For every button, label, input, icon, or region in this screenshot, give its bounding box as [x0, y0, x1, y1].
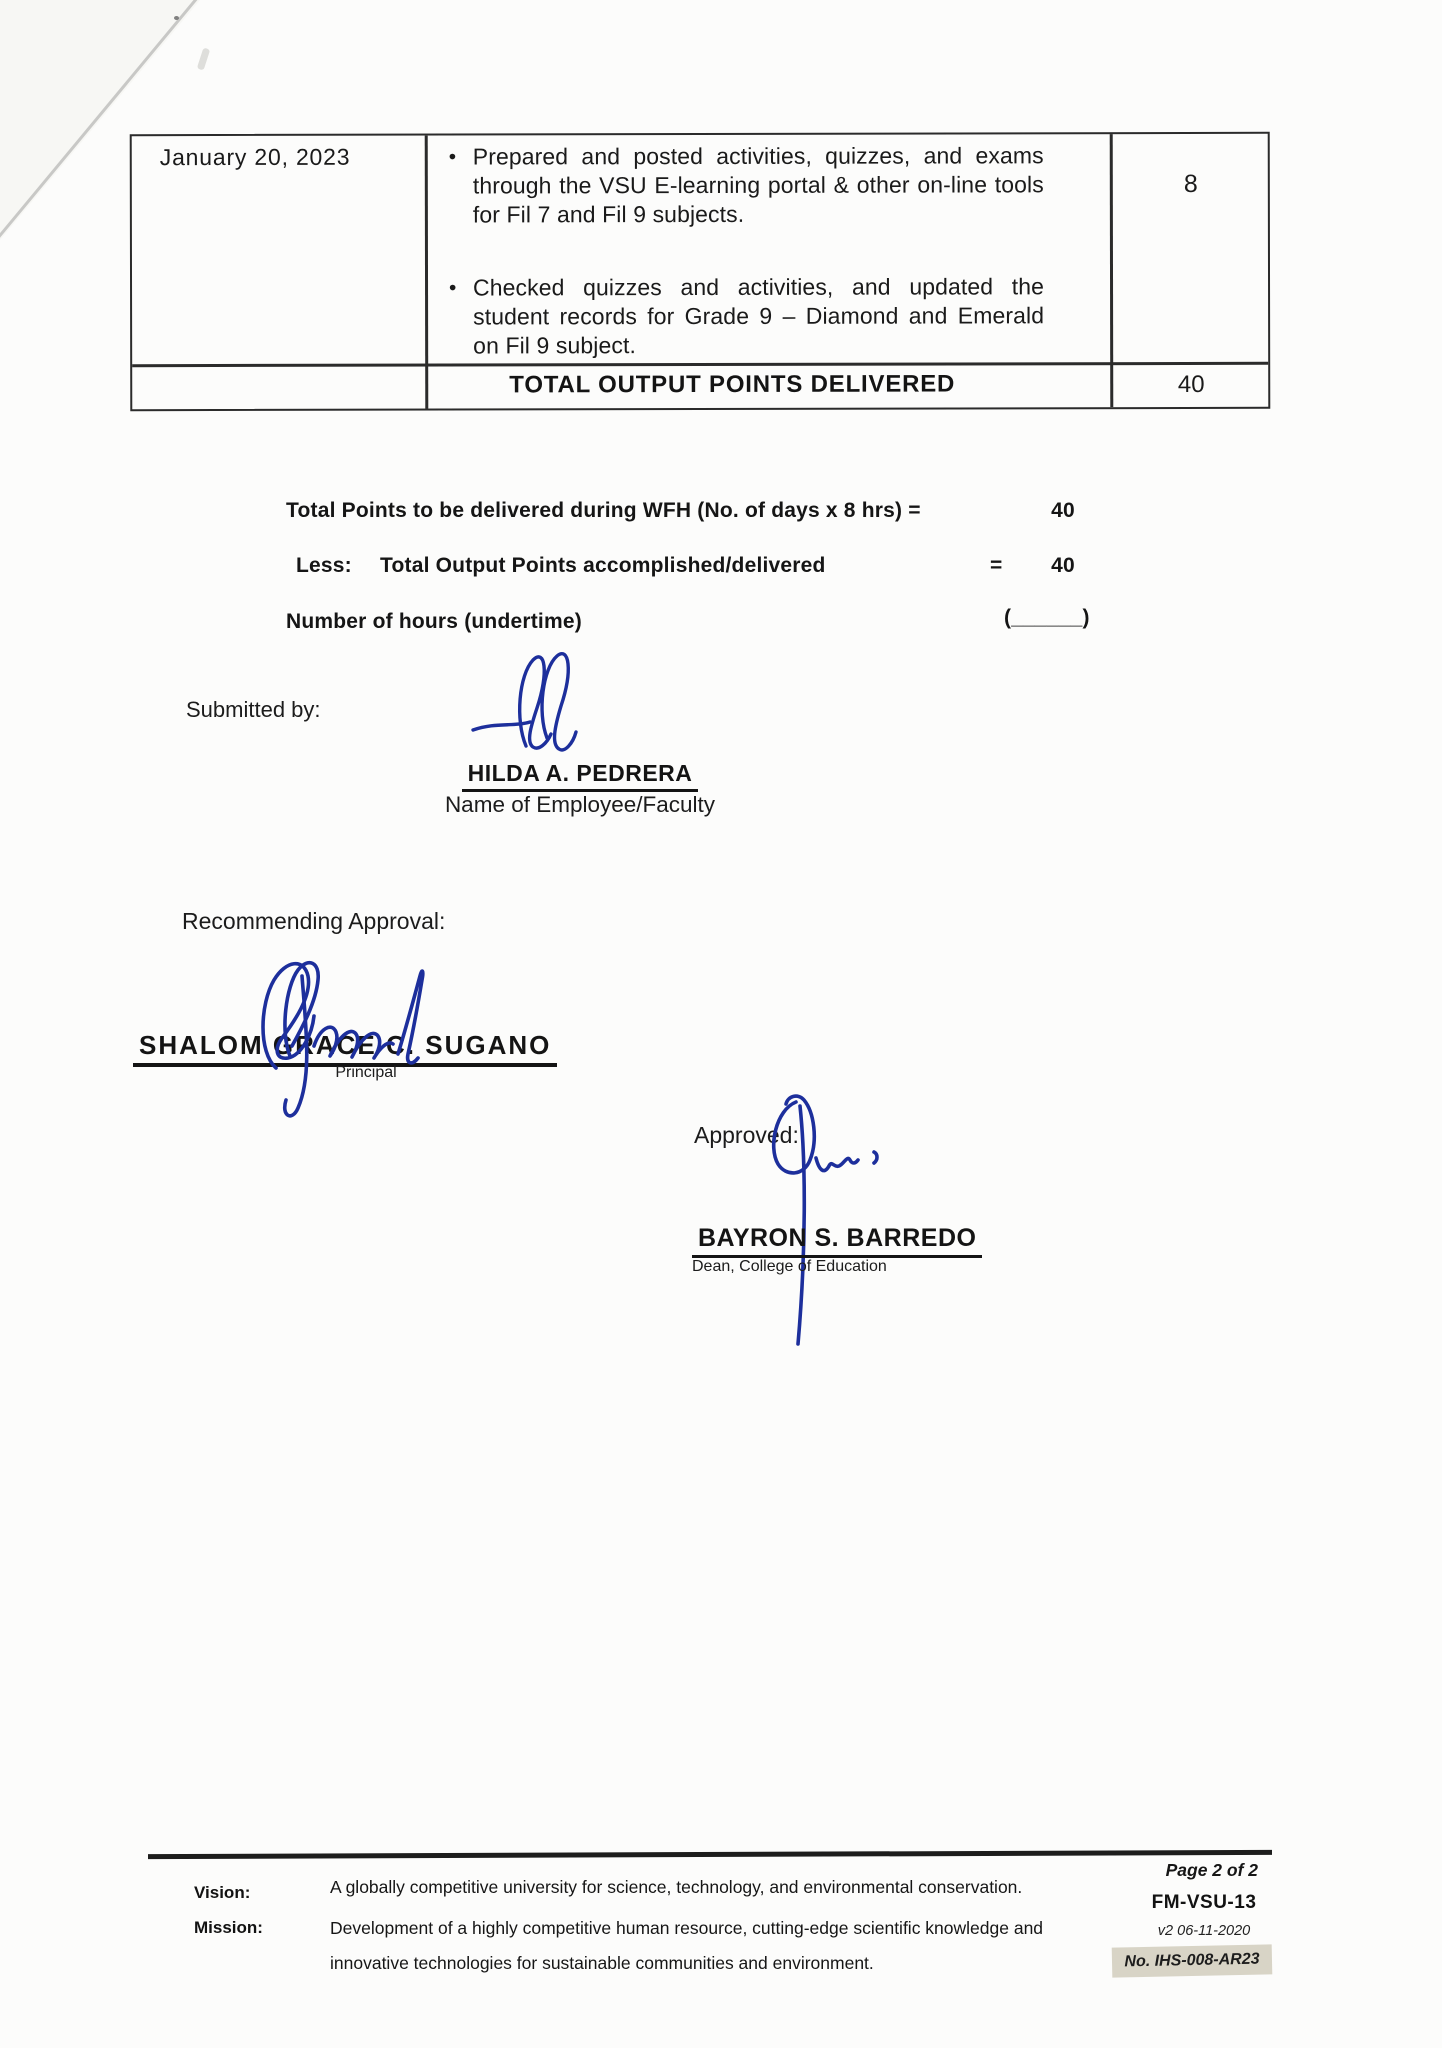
- employee-name: [445, 760, 715, 792]
- submitted-by-heading: Submitted by:: [186, 697, 321, 722]
- table-cell-activities: [447, 141, 1044, 360]
- employee-name-text: HILDA A. PEDRERA: [462, 760, 699, 792]
- table-cell-points: 8: [1183, 169, 1198, 198]
- summary-total-points-label: Total Points to be delivered during WFH (No. of days x 8 hrs) =: [286, 499, 921, 522]
- scan-speck: [174, 16, 179, 20]
- summary-less-equals: =: [990, 554, 1003, 577]
- summary-less-text: Total Output Points accomplished/delivered: [380, 554, 826, 577]
- dean-name: [692, 1224, 982, 1258]
- principal-signature-ink: [228, 938, 448, 1120]
- summary-undertime-blank: (______): [1004, 606, 1090, 629]
- employee-title: Name of Employee/Faculty: [444, 792, 716, 817]
- form-code: FM-VSU-13: [1151, 1892, 1257, 1913]
- summary-less-label: Less:: [296, 554, 352, 577]
- table-total-value: 40: [1177, 370, 1205, 398]
- footer-rule: [148, 1850, 1272, 1859]
- dean-signature-ink: [748, 1092, 898, 1350]
- document-number-badge: No. IHS-008-AR23: [1112, 1944, 1273, 1977]
- summary-undertime-label: Number of hours (undertime): [286, 610, 582, 633]
- table-date-column-divider: [425, 136, 428, 409]
- dean-name-text: BAYRON S. BARREDO: [692, 1224, 982, 1258]
- activity-bullet-item: [447, 272, 1044, 360]
- mission-text: Development of a highly competitive human resource, cutting-edge scientific knowledge and innovative technologies for sustainable communities and environment.: [330, 1918, 1044, 1973]
- recommending-approval-heading: Recommending Approval:: [182, 908, 446, 934]
- form-version: v2 06-11-2020: [1157, 1923, 1251, 1939]
- table-total-label: TOTAL OUTPUT POINTS DELIVERED: [509, 370, 956, 399]
- mission-label: Mission:: [194, 1918, 263, 1937]
- page-number: Page 2 of 2: [1165, 1860, 1258, 1880]
- summary-total-points-value: 40: [1051, 499, 1075, 522]
- activity-text: Prepared and posted activities, quizzes, and exams through the VSU E-learning portal & other on-line tools for Fil 7 and Fil 9 subjects.: [472, 142, 1044, 228]
- scan-smudge: [197, 47, 210, 70]
- employee-signature-ink: [468, 650, 618, 755]
- summary-less-value: 40: [1051, 554, 1075, 577]
- activity-bullet-item: [447, 141, 1044, 229]
- vision-text: A globally competitive university for science, technology, and environmental conservation.: [330, 1877, 1023, 1897]
- bullet-marker: •: [448, 145, 457, 169]
- approved-heading: Approved:: [694, 1122, 799, 1148]
- vision-label: Vision:: [194, 1883, 251, 1902]
- table-cell-date: January 20, 2023: [159, 143, 351, 171]
- principal-title: Principal: [335, 1064, 397, 1081]
- activity-table: [130, 132, 1271, 411]
- dean-title: Dean, College of Education: [692, 1258, 887, 1275]
- principal-name-text: SHALOM GRACE C. SUGANO: [133, 1030, 557, 1067]
- bullet-marker: •: [449, 276, 457, 300]
- table-total-row-divider: [132, 362, 1268, 367]
- activity-text: Checked quizzes and activities, and updated the student records for Grade 9 – Diamond and Emerald on Fil 9 subject.: [473, 273, 1045, 359]
